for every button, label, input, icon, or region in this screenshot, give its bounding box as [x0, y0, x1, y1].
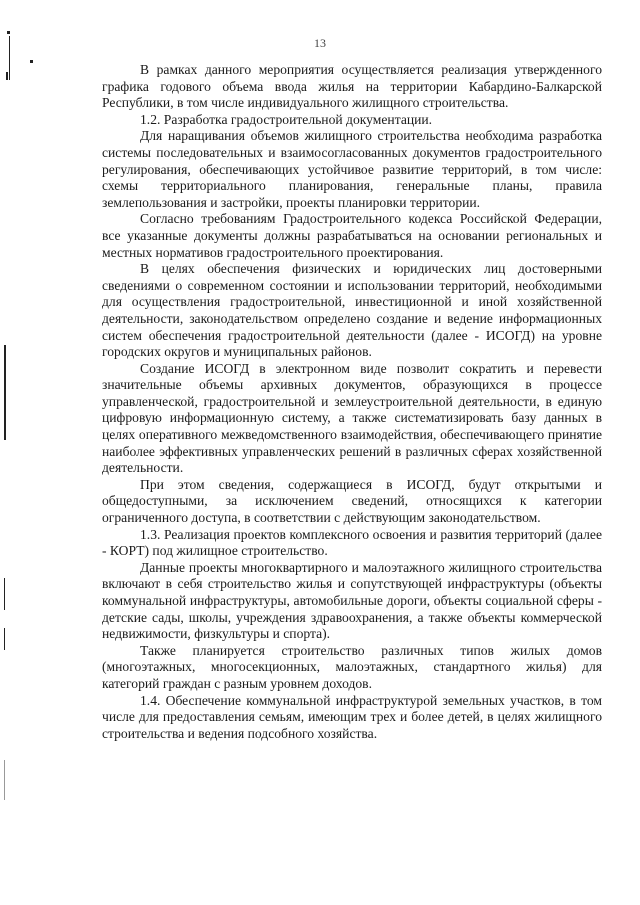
paragraph: При этом сведения, содержащиеся в ИСОГД, будут открытыми и общедоступными, за исключением сведений, относящихся к категории ограниченного доступа, в соответствии с действующим законодательством. [102, 476, 602, 526]
scan-mark [6, 72, 8, 80]
scan-mark [30, 60, 33, 63]
paragraph: Согласно требованиям Градостроительного кодекса Российской Федерации, все указанные документы должны разрабатываться на основании региональных и местных нормативов градостроительного проектирования. [102, 211, 602, 260]
section-heading: 1.3. Реализация проектов комплексного освоения и развития территорий (далее - КОРТ) под жилищное строительство. [102, 526, 602, 559]
paragraph: В целях обеспечения физических и юридических лиц достоверными сведениями о современном состоянии и использовании территорий, необходимыми для осуществления градостроительной, инвестиционной и иной хозяйственной деятельности, законодательством определено создание и ведение информационных систем обеспечения градостроительной деятельности (далее - ИСОГД) на уровне городских округов и муниципальных районов. [102, 261, 602, 360]
paragraph: Для наращивания объемов жилищного строительства необходима разработка системы последовательных и взаимосогласованных документов градостроительного регулирования, обеспечивающих устойчивое развитие территорий, в том числе: схемы территориального планирования, генеральные планы, правила землепользования и застройки, проекты планировки территории. [102, 128, 602, 210]
paragraph: Также планируется строительство различных типов жилых домов (многоэтажных, многосекционных, малоэтажных, стандартного жилья) для категорий граждан с разным уровнем доходов. [102, 642, 602, 691]
page-number: 13 [314, 36, 326, 50]
section-heading: 1.4. Обеспечение коммунальной инфраструктурой земельных участков, в том числе для предоставления семьям, имеющим трех и более детей, в целях жилищного строительства и ведения подсобного хозяйства. [102, 692, 602, 741]
document-body [102, 62, 602, 742]
scan-mark [4, 345, 6, 440]
scan-mark [7, 31, 10, 34]
paragraph: Данные проекты многоквартирного и малоэтажного жилищного строительства включают в себя строительство жилья и сопутствующей инфраструктуры (объекты коммунальной инфраструктуры, автомобильные дороги, объекты социальной сферы - детские сады, школы, учреждения здравоохранения, а также объекты коммерческой недвижимости, физкультуры и спорта). [102, 559, 602, 642]
paragraph: Создание ИСОГД в электронном виде позволит сократить и перевести значительные объемы архивных документов, образующихся в процессе управленческой, градостроительной и землеустроительной деятельности, в единую цифровую информационную систему, а также систематизировать базу данных в целях оперативного межведомственного взаимодействия, обеспечивающего принятие наиболее эффективных управленческих решений в различных сферах хозяйственной деятельности. [102, 360, 602, 476]
section-heading: 1.2. Разработка градостроительной документации. [140, 111, 433, 127]
scan-mark [4, 760, 5, 800]
paragraph: В рамках данного мероприятия осуществляется реализация утвержденного графика годового объема ввода жилья на территории Кабардино-Балкарской Республики, в том числе индивидуального жилищного строительства. [102, 62, 602, 111]
scan-mark [4, 578, 5, 610]
scan-mark [4, 628, 5, 650]
